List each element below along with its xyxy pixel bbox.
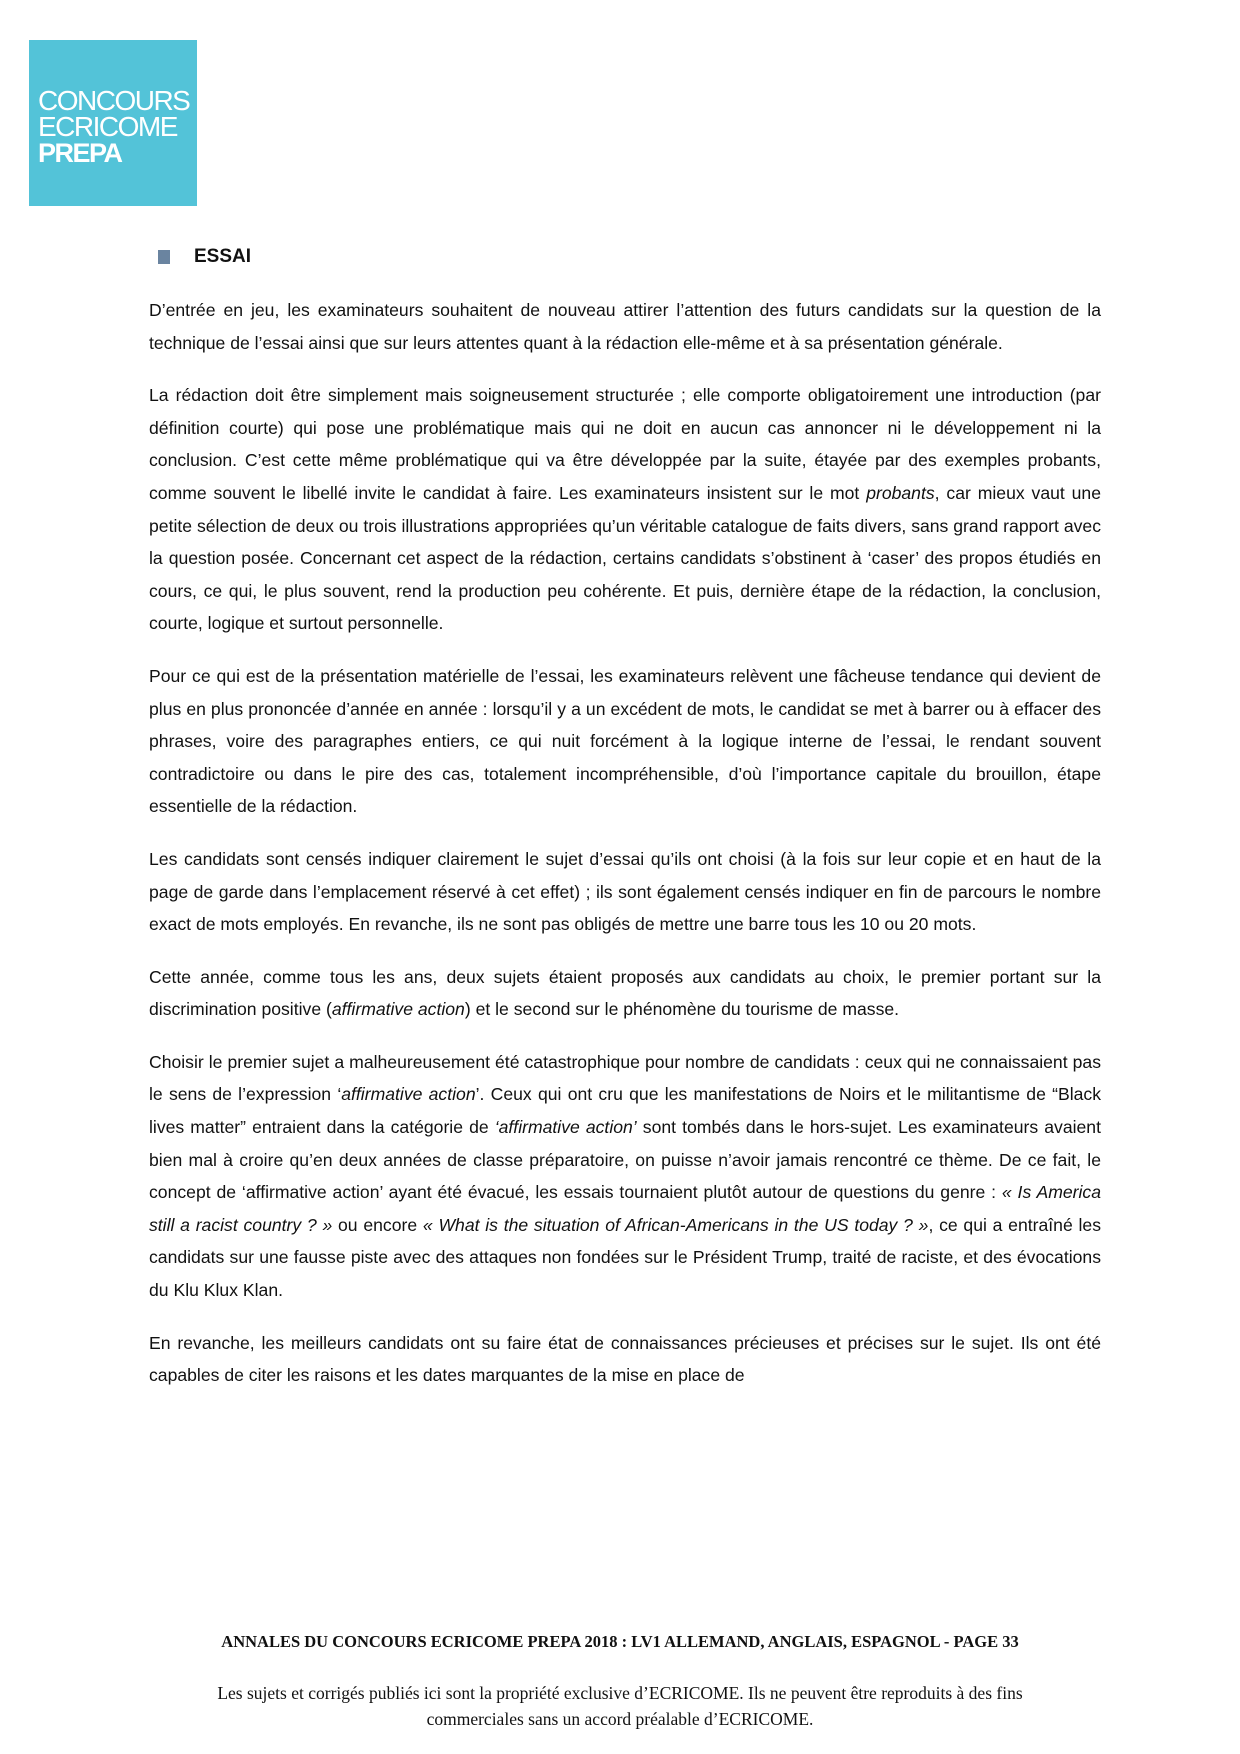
square-bullet-icon — [158, 250, 170, 264]
paragraph — [149, 843, 1101, 941]
section-heading — [158, 246, 251, 268]
logo-line-3: PREPA — [38, 138, 122, 168]
footer-disclaimer: Les sujets et corrigés publiés ici sont la propriété exclusive d’ECRICOME. Ils ne peuvent être reproduits à des fins commerciales sans un accord préalable d’ECRICOME. — [217, 1683, 1023, 1729]
paragraph — [149, 1327, 1101, 1392]
logo-line-1: CONCOURS — [38, 85, 190, 116]
paragraph-text: ’. Ceux qui ont cru que les manifestations de Noirs et le militantisme de “Black lives matter” entraient dans la catégorie de — [149, 1084, 1102, 1138]
italic-text: affirmative action — [331, 999, 465, 1020]
italic-text: « What is the situation of African-Americans in the US today ? » — [422, 1214, 929, 1235]
italic-text: ‘affirmative action’ — [494, 1117, 637, 1138]
paragraph-text: Pour ce qui est de la présentation matérielle de l’essai, les examinateurs relèvent une fâcheuse tendance qui devient de plus en plus prononcée d’année en année : lorsqu’il y a un excédent de mots, le candidat se met à barrer ou à effacer des phrases, voire des paragraphes entiers, ce qui nuit forcément à la logique interne de l’essai, le rendant souvent contradictoire ou dans le pire des cas, totalement incompréhensible, d’où l’importance capitale du brouillon, étape essentielle de la rédaction. — [149, 665, 1101, 817]
paragraph-text: ) et le second sur le phénomène du tourisme de masse. — [464, 999, 900, 1020]
paragraph-text: D’entrée en jeu, les examinateurs souhaitent de nouveau attirer l’attention des futurs candidats sur la question de la technique de l’essai ainsi que sur leurs attentes quant à la rédaction elle-même et à sa présentation générale. — [149, 300, 1101, 353]
paragraph-text: , car mieux vaut une petite sélection de deux ou trois illustrations appropriées qu’un véritable catalogue de faits divers, sans grand rapport avec la question posée. Concernant cet aspect de la rédaction, certains candidats s’obstinent à ‘caser’ des propos étudiés en cours, ce qui, le plus souvent, rend la production peu cohérente. Et puis, dernière étape de la rédaction, la conclusion, courte, logique et surtout personnelle. — [149, 482, 1101, 634]
paragraph-text: Cette année, comme tous les ans, deux sujets étaient proposés aux candidats au choix, le premier portant sur la discrimination positive ( — [149, 966, 1101, 1020]
paragraph-text: La rédaction doit être simplement mais soigneusement structurée ; elle comporte obligatoirement une introduction (par définition courte) qui pose une problématique mais qui ne doit en aucun cas annoncer ni le développement ni la conclusion. C’est cette même problématique qui va être développée par la suite, étayée par des exemples probants, comme souvent le libellé invite le candidat à faire. Les examinateurs insistent sur le mot — [149, 385, 1101, 503]
paragraph — [149, 379, 1101, 640]
paragraph — [149, 660, 1101, 823]
paragraph-text: sont tombés dans le hors-sujet. Les examinateurs avaient bien mal à croire qu’en deux années de classe préparatoire, on puisse n’avoir jamais rencontré ce thème. De ce fait, le concept de ‘affirmative action’ ayant été évacué, les essais tournaient plutôt autour de questions du genre : — [149, 1117, 1101, 1203]
italic-text: « Is America still a racist country ? » — [149, 1182, 1101, 1235]
paragraph-text: En revanche, les meilleurs candidats ont su faire état de connaissances précieuses et précises sur le sujet. Ils ont été capables de citer les raisons et les dates marquantes de la mise en place de — [149, 1332, 1101, 1386]
paragraph-text: , ce qui a entraîné les candidats sur une fausse piste avec des attaques non fondées sur le Président Trump, traité de raciste, et des évocations du Klu Klux Klan. — [149, 1214, 1101, 1301]
paragraph — [149, 1046, 1101, 1307]
paragraph — [149, 294, 1101, 359]
document-body — [149, 294, 1101, 1412]
italic-text: affirmative action — [341, 1084, 476, 1105]
italic-text: probants — [866, 482, 935, 503]
paragraph-text: ou encore — [332, 1214, 423, 1235]
footer-title: ANNALES DU CONCOURS ECRICOME PREPA 2018 : LV1 ALLEMAND, ANGLAIS, ESPAGNOL - PAGE 33 — [221, 1632, 1019, 1651]
ecricome-logo — [29, 40, 197, 206]
paragraph — [149, 961, 1101, 1026]
paragraph-text: Les candidats sont censés indiquer clairement le sujet d’essai qu’ils ont choisi (à la fois sur leur copie et en haut de la page de garde dans l’emplacement réservé à cet effet) ; ils sont également censés indiquer en fin de parcours le nombre exact de mots employés. En revanche, ils ne sont pas obligés de mettre une barre tous les 10 ou 20 mots. — [149, 848, 1101, 935]
section-heading-text: ESSAI — [194, 246, 252, 267]
logo-line-2: ECRICOME — [38, 111, 177, 142]
paragraph-text: Choisir le premier sujet a malheureusement été catastrophique pour nombre de candidats : ceux qui ne connaissaient pas le sens de l’expression ‘ — [149, 1051, 1101, 1105]
